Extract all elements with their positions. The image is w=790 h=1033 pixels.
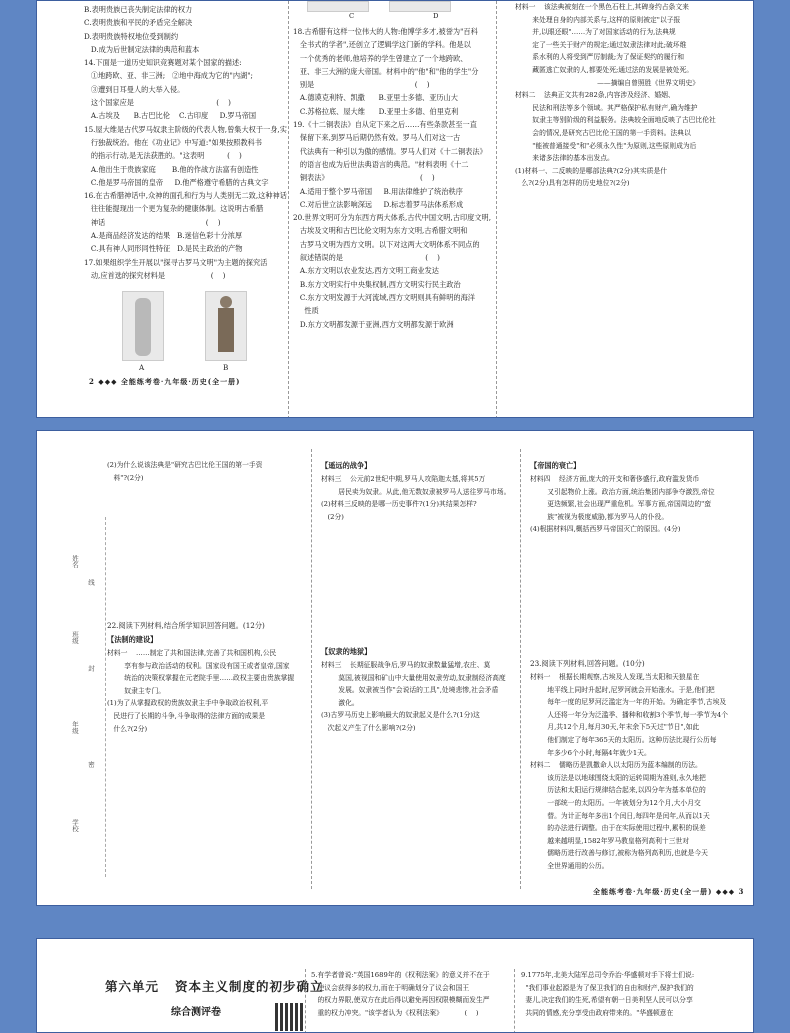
text-line: 民法和刑法等多个领域。其严格保护私有财产,确为维护 [515,103,698,112]
text-line: 替。为计正每年多出1个闰日,每四年是闰年,从而以1天 [530,811,710,820]
questions-13-17 [84,3,287,282]
text-line: 料"?(2分) [107,473,144,482]
text-line: ——摘编自曾照胜《世界文明史》 [515,78,700,87]
text-line: 代法典有一种引以为傲的感情。罗马人们对《十二铜表法》 [293,146,487,156]
qr-code [275,1003,303,1031]
text-line: C.表明贵族和平民的矛盾完全解决 [84,18,193,28]
text-line: C.苏格拉底、屋大维 D.亚里士多德、伯里克利 [293,106,459,116]
text-line: 来诸多法律的基本出发点。 [515,154,614,163]
text-line: D.东方文明都发源于亚洲,西方文明都发源于欧洲 [293,319,454,329]
section-title-empire: 【帝国的衰亡】 [530,461,581,470]
text-line: C.对后世立法影响深远 D.标志着罗马法体系形成 [293,199,464,209]
text-line: "能被普通接受"和"必须永久性"为原则,这些原则成为后 [515,141,697,150]
text-line: 越来越明显,1582年罗马教皇格列高利十三世对 [530,836,690,845]
binding-label-grade: 年级 [71,721,79,734]
question-22-material4 [530,473,750,536]
text-line: (1)材料一、二反映的是哪部法典?(2分)其实质是什 [515,166,668,175]
text-line: (2分) [321,512,344,521]
text-line: 民进行了长期的斗争,斗争取得的法律方面的成果是 [107,711,266,720]
text-line: 他们制定了每年365天的太阳历。这种历法比现行公历每 [530,735,717,744]
text-line: D.表明贵族特权地位受到制约 [84,31,179,41]
binding-label-class: 班级 [71,631,79,644]
question-21-part2 [107,459,307,484]
text-line: 14.下面是一道历史知识竞赛题对某个国家的描述: [84,58,242,68]
column-divider [514,969,515,1033]
text-line: 族"被视为极度威胁,都为罗马人的仆役。 [530,512,669,521]
section-title-war: 【遥远的战争】 [321,461,372,470]
text-line: 来处理自身的内部关系与,这样的原则被定"以子报 [515,15,681,24]
text-line: 16.在古希腊神话中,众神的面孔和行为与人类别无二致,这种神话 [84,191,287,201]
binding-label-line: 线 [87,579,95,586]
text-line: (2)为什么说该法典是"研究古巴比伦王国的第一手资 [107,461,263,469]
text-line: 材料四 经济方面,庞大的开支和奢侈盛行,政府滥发货币 [530,475,700,483]
text-line: (2)材料三反映的是哪一历史事件?(1分)其结果怎样? [321,500,477,509]
text-line: 统治的决策权掌握在元老院手里……政权主要由贵族掌握 [107,674,295,683]
text-line: 每年一度的尼罗河泛滥定为一年的开始。为确定季节,古埃及 [530,698,727,707]
page-footer-left: 2 ◆◆◆ 全能练考卷·九年级·历史(全一册) [89,377,241,386]
stone-pillar-image [122,291,164,361]
text-line: 年多少6个小时,每隔4年就少1天。 [530,748,651,757]
question-22-material1 [107,647,307,735]
image-label-c: C [349,12,355,20]
column-divider [305,969,306,1033]
text-line: 使议会获得多的权力,而在于明确划分了议会和国王 [311,983,470,992]
image-label-a: A [139,363,145,372]
text-line: 月,共12个月,每月30天,年末余下5天过"节日",如此 [530,723,700,732]
text-line: 古埃及文明和古巴比伦文明为东方文明,古希腊文明和 [293,226,468,236]
question-9 [521,969,751,1019]
text-line: 什么?(2分) [107,724,148,733]
text-line: 15.屋大维是古代罗马奴隶主阶级的代表人物,曾集大权于一身,实 [84,124,287,134]
question-5 [311,969,511,1019]
text-line: 么?(2分)具有怎样的历史地位?(2分) [515,179,630,188]
text-line: 亚、非三大洲的庞大帝国。材料中的"他"和"他的学生"分 [293,66,479,76]
text-line: B.东方文明实行中央集权制,西方文明实行民主政治 [293,279,461,289]
text-line: 9.1775年,北美大陆军总司令乔治·华盛顿对手下将士们说: [521,971,695,979]
text-line: 神话 ( ) [84,217,221,227]
text-line: 更迭频繁,社会出现严重危机。军事方面,帝国周边的"蛮 [530,500,712,509]
text-line: 居民卖为奴隶。从此,他无数奴隶被罗马人送往罗马市场。 [321,487,511,496]
text-line: 全书式的学者",还创立了逻辑学这门新的学科。他是以 [293,40,471,50]
text-line: 奴隶主等别阶级的利益服务。法典较全面地反映了古巴比伦社 [515,116,716,125]
text-line: 激化。 [321,698,359,707]
text-line: ③遭到日耳曼人的大举入侵。 [84,84,185,94]
text-line: 次起义产生了什么影响?(2分) [321,723,416,732]
binding-label-secret: 密 [87,761,95,768]
column-divider [520,449,521,889]
question-21-materials [515,1,751,190]
text-line: 材料一 根据长期观察,古埃及人发现,当太阳和天狼星在 [530,673,700,681]
text-line: (3)古罗马历史上影响最大的奴隶起义是什么?(1分)这 [321,711,480,720]
section-title-slave: 【奴隶的地狱】 [321,647,372,656]
text-line: 妻儿,决定我们的生死,希望有朝一日美利坚人民可以分享 [521,996,693,1005]
text-line: 行独裁统治。他在《功业记》中写道:"如果按照教科书 [84,137,262,147]
binding-label-school: 学校 [71,819,79,832]
questions-18-20 [293,25,493,331]
text-line: D.成为后世制定法律的典范和蓝本 [84,44,200,54]
text-line: 17.如果组织学生开展以"探寻古罗马文明"为主题的探究活 [84,257,268,267]
text-line: 保留下来,到罗马后期仍然有效。罗马人们对这一古 [293,133,461,143]
column-divider [311,449,312,889]
text-line: 重的权力冲突。"该学者认为《权利法案》 ( ) [311,1008,479,1017]
exam-page-2 [36,0,754,418]
building-image-c [307,1,369,12]
text-line: C.东方文明发源于大河流域,西方文明则具有鲜明的海洋 [293,292,475,302]
text-line: A.古埃及 B.古巴比伦 C.古印度 D.罗马帝国 [84,111,257,121]
text-line: 5.有学者曾说:"英国1689年的《权利法案》的意义并不在于 [311,971,490,979]
text-line: 会的情况,是研究古巴比伦王国的第一手资料。法典以 [515,128,691,137]
binding-label-seal: 封 [87,665,95,672]
text-line: 地平线上同时升起时,尼罗河就会开始涨水。于是,他们把 [530,685,715,694]
exam-page-unit6 [36,938,754,1033]
text-line: A.德谟克利特、凯撒 B.亚里士多德、亚历山大 [293,93,458,103]
question-22-slavery [321,659,521,735]
text-line: (4)根据材料四,概括西罗马帝国灭亡的原因。(4分) [530,525,681,534]
text-line: 的权力界限,使双方在此后得以避免再因权限模糊而发生严 [311,996,490,1005]
text-line: 动,应首选的探究材料是 ( ) [84,270,226,280]
binding-line [83,517,106,877]
text-line: 一部统一的太阳历。一年被划分为12个月,大小月交 [530,798,701,807]
text-line: 别是 ( ) [293,80,430,90]
text-line: 这个国家应是 ( ) [84,98,231,108]
unit-subtitle: 综合测评卷 [171,1007,221,1018]
text-line: 又引起物价上涨。政治方面,统治集团内部争夺激烈,帝位 [530,487,715,496]
question-22-stem: 22.阅读下列材料,结合所学知识回答问题。(12分) [107,621,265,630]
text-line: 系水利的人将受到严厉制裁;为了保证契约的履行和 [515,53,685,62]
text-line: 18.古希腊有这样一位伟大的人物:他博学多才,被誉为"百科 [293,27,478,36]
text-line: 发展。奴隶被当作"会说话的工具",处境悲惨,社会矛盾 [321,686,499,695]
text-line: 藏匿逃亡奴隶的人,都要处死;通过法的发展是被处死。 [515,65,694,74]
binding-label-name: 姓名 [71,555,79,568]
text-line: 一个优秀的老师,他培养的学生曾建立了一个地跨欧、 [293,53,468,63]
text-line: C.具有神人同形同性特征 D.是民主政治的产物 [84,244,243,254]
question-23-materials [530,671,750,873]
column-divider [496,1,497,418]
text-line: 定了一些关于财产的规定;通过奴隶法律对此;破坏维 [515,40,687,49]
text-line: 并,以眼还眼"……为了对国家活动的行为,法典规 [515,28,676,37]
text-line: 性质 [293,306,319,316]
unit-title: 第六单元 资本主义制度的初步确立 [105,979,324,994]
text-line: 材料一 ……制定了共和国法律,完善了共和国机构,公民 [107,649,277,657]
text-line: 的办法进行调整。由于在实际使用过程中,累积的误差 [530,824,706,833]
column-divider [288,1,289,418]
text-line: 的语言也成为后世法典语言的典范。"材料表明《十二 [293,159,469,169]
text-line: 材料三 长期征服战争后,罗马的奴隶数量猛增,农庄、莫 [321,661,491,669]
text-line: C.他是罗马帝国的皇帝 D.他严格遵守希腊的古典文字 [84,177,269,187]
text-line: A.东方文明以农业发达,西方文明工商业发达 [293,266,439,276]
image-label-d: D [433,12,439,20]
building-image-d [389,1,451,12]
warrior-statue-image [205,291,247,361]
text-line: A.是商品经济发达的结果 B.迷信色彩十分浓厚 [84,231,243,241]
text-line: 叙述错误的是 ( ) [293,253,440,263]
image-label-b: B [223,363,229,372]
text-line: 材料一 该法典被刻在一个黑色石柱上,其碑身约占条文来 [515,3,689,11]
text-line: 享有参与政治活动的权利。国家设有国王或者皇帝,国家 [107,661,290,670]
text-line: 儒略历进行改善与修订,被称为格列高利历,也就是今天 [530,849,708,858]
text-line: 该历法是以地球围绕太阳的运转周期为准则,永久地把 [530,773,706,782]
text-line: (1)为了从掌握政权的贵族奴隶主手中争取政治权利,平 [107,699,269,708]
page-footer-right: 全能练考卷·九年级·历史(全一册) ◆◆◆ 3 [593,887,745,896]
text-line: 19.《十二铜表法》自从定下来之后……有些条款甚至一直 [293,120,477,130]
question-23-stem: 23.阅读下列材料,回答问题。(10分) [530,659,645,668]
section-title-law: 【法制的建设】 [107,635,158,644]
text-line: 材料二 法典正文共有282条,内容涉及经济、婚姻、 [515,91,675,100]
text-line: 材料三 公元前2世纪中期,罗马人攻陷迦太基,将其5万 [321,475,486,483]
text-line: 古罗马文明为西方文明。以下对这两大文明体系不同点的 [293,239,480,249]
text-line: 奴隶主专门。 [107,686,166,695]
question-22-material3 [321,473,521,523]
text-line: A.他出生于贵族家庭 B.他的作战方法富有创造性 [84,164,259,174]
text-line: 全世界通用的公历。 [530,861,609,870]
text-line: 铜表法》 ( ) [293,173,435,183]
text-line: ①地跨欧、亚、非三洲; ②地中海成为它的"内湖"; [84,71,253,81]
text-line: 共同的情感,充分享受由政府带来的。"华盛顿意在 [521,1008,674,1017]
text-line: 历法和太阳运行规律结合起来,以四分年为基本单位的 [530,786,706,795]
text-line: 材料二 儒略历是凯撒命人以太阳历为蓝本编制的历法。 [530,761,702,770]
text-line: 的指示行动,是无法获胜的。"这表明 ( ) [84,151,242,161]
text-line: A.适用于整个罗马帝国 B.用法律维护了统治秩序 [293,186,463,196]
text-line: B.表明贵族已丧失制定法律的权力 [84,5,193,14]
exam-page-3 [36,430,754,906]
text-line: 20.世界文明可分为东西方两大体系,古代中国文明,古印度文明, [293,213,491,223]
text-line: 莫国,被视国和矿山中大量使用奴隶劳动,奴隶制经济高度 [321,673,506,682]
text-line: 人还将一年分为泛滥季、播种和收割3个季节,每一季节为4个 [530,710,729,719]
text-line: 往往能提现出一个更为复杂的健康体制。这说明古希腊 [84,204,264,214]
text-line: "我们事业起源是为了保卫我们的自由和财产,保护我们的 [521,983,694,992]
